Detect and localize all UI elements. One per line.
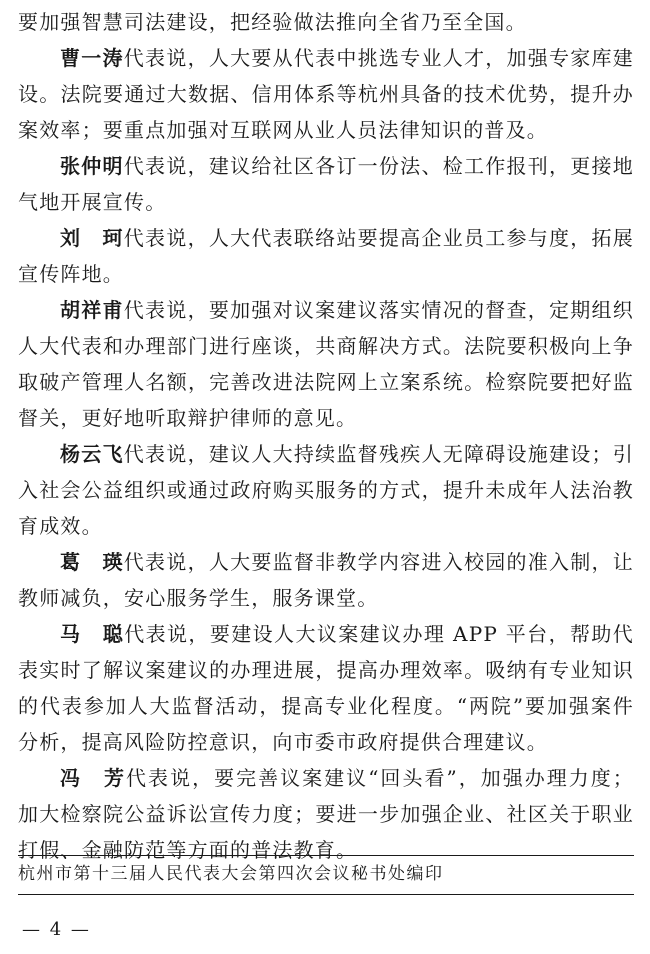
- paragraph-text: 代表说，建议人大持续监督残疾人无障碍设施建设；引入社会公益组织或通过政府购买服务的方式，提升未成年人法治教育成效。: [18, 442, 634, 538]
- speaker-name: 曹一涛: [60, 46, 124, 70]
- publisher-line: 杭州市第十三届人民代表大会第四次会议秘书处编印: [18, 864, 444, 884]
- paragraph-text: 代表说，要建设人大议案建议办理 APP 平台，帮助代表实时了解议案建议的办理进展，提高办理效率。吸纳有专业知识的代表参加人大监督活动，提高专业化程度。“两院”要加强案件分析，提高风险防控意识，向市委市政府提供合理建议。: [18, 622, 634, 754]
- paragraph-ma-cong: [18, 616, 634, 760]
- speaker-name: 张仲明: [60, 154, 124, 178]
- speaker-name: 葛 瑛: [60, 550, 124, 574]
- paragraph-zhang-zhongming: [18, 148, 634, 220]
- paragraph-text: 代表说，建议给社区各订一份法、检工作报刊，更接地气地开展宣传。: [18, 154, 634, 214]
- paragraph-text: 代表说，要加强对议案建议落实情况的督查，定期组织人大代表和办理部门进行座谈，共商解决方式。法院要积极向上争取破产管理人名额，完善改进法院网上立案系统。检察院要把好监督关，更好地听取辩护律师的意见。: [18, 298, 634, 430]
- paragraph-yang-yunfei: [18, 436, 634, 544]
- speaker-name: 刘 珂: [60, 226, 124, 250]
- paragraph-text: 代表说，人大要监督非教学内容进入校园的准入制，让教师减负，安心服务学生，服务课堂。: [18, 550, 634, 610]
- paragraph-text: 要加强智慧司法建设，把经验做法推向全省乃至全国。: [18, 10, 527, 34]
- paragraph-liu-ke: [18, 220, 634, 292]
- paragraph-hu-xiangfu: [18, 292, 634, 436]
- paragraph-text: 代表说，人大要从代表中挑选专业人才，加强专家库建设。法院要通过大数据、信用体系等杭州具备的技术优势，提升办案效率；要重点加强对互联网从业人员法律知识的普及。: [18, 46, 634, 142]
- paragraph-cao-yitao: [18, 40, 634, 148]
- footer-divider-top: [18, 855, 634, 856]
- paragraph-continuation: [18, 4, 634, 40]
- paragraph-text: 代表说，人大代表联络站要提高企业员工参与度，拓展宣传阵地。: [18, 226, 634, 286]
- speaker-name: 胡祥甫: [60, 298, 124, 322]
- speaker-name: 马 聪: [60, 622, 125, 646]
- footer-divider-bottom: [18, 894, 634, 895]
- paragraph-text: 代表说，要完善议案建议“回头看”，加强办理力度；加大检察院公益诉讼宣传力度；要进一步加强企业、社区关于职业打假、金融防范等方面的普法教育。: [18, 766, 634, 862]
- speaker-name: 冯 芳: [60, 766, 127, 790]
- document-body: [18, 4, 634, 868]
- page-number: — 4 —: [22, 919, 91, 940]
- paragraph-ge-ying: [18, 544, 634, 616]
- paragraph-feng-fang: [18, 760, 634, 868]
- speaker-name: 杨云飞: [60, 442, 124, 466]
